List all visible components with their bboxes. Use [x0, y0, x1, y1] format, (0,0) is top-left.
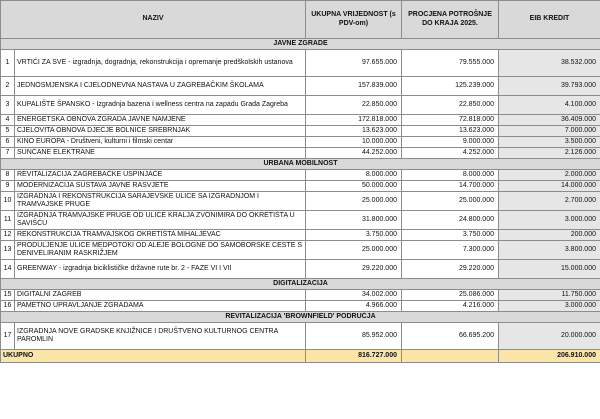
table-row: [1, 115, 600, 126]
row-total: 44.252.000: [306, 148, 402, 159]
row-spend: 4.216.000: [402, 301, 499, 312]
row-name: VRTIĆI ZA SVE - izgradnja, dogradnja, rekonstrukcija i opremanje predškolskih ustanova: [15, 50, 306, 77]
row-spend: 3.750.000: [402, 230, 499, 241]
row-spend: 9.000.000: [402, 137, 499, 148]
section-header: [1, 39, 600, 50]
row-eib: 200.000: [499, 230, 600, 241]
row-eib: 11.750.000: [499, 290, 600, 301]
row-spend: 22.850.000: [402, 96, 499, 115]
table-row: [1, 96, 600, 115]
row-total: 4.966.000: [306, 301, 402, 312]
row-eib: 2.000.000: [499, 170, 600, 181]
total-spend: [402, 350, 499, 363]
row-name: IZGRADNJA TRAMVAJSKE PRUGE OD ULICE KRALJA ZVONIMIRA DO OKRETIŠTA U SAVIŠĆU: [15, 211, 306, 230]
table-row: [1, 50, 600, 77]
row-eib: 38.532.000: [499, 50, 600, 77]
row-eib: 3.000.000: [499, 211, 600, 230]
row-total: 34.002.000: [306, 290, 402, 301]
row-name: ENERGETSKA OBNOVA ZGRADA JAVNE NAMJENE: [15, 115, 306, 126]
row-name: REKONSTRUKCIJA TRAMVAJSKOG OKRETIŠTA MIHALJEVAC: [15, 230, 306, 241]
row-total: 172.818.000: [306, 115, 402, 126]
section-title: REVITALIZACIJA 'BROWNFIELD' PODRUČJA: [1, 312, 600, 323]
row-eib: 36.409.000: [499, 115, 600, 126]
total-eib: 206.910.000: [499, 350, 600, 363]
table-row: [1, 260, 600, 279]
row-spend: 25.000.000: [402, 192, 499, 211]
row-number: 13: [1, 241, 15, 260]
row-name: KUPALIŠTE ŠPANSKO - Izgradnja bazena i wellness centra na zapadu Grada Zagreba: [15, 96, 306, 115]
table-body: [1, 39, 600, 363]
row-total: 31.800.000: [306, 211, 402, 230]
row-spend: 24.800.000: [402, 211, 499, 230]
table-row: [1, 126, 600, 137]
total-row: [1, 350, 600, 363]
header-name: NAZIV: [1, 1, 306, 39]
row-total: 8.000.000: [306, 170, 402, 181]
row-name: KINO EUROPA - Društveni, kulturni i filmski centar: [15, 137, 306, 148]
row-number: 8: [1, 170, 15, 181]
row-spend: 4.252.000: [402, 148, 499, 159]
row-name: DIGITALNI ZAGREB: [15, 290, 306, 301]
row-total: 25.000.000: [306, 192, 402, 211]
row-number: 12: [1, 230, 15, 241]
row-spend: 125.239.000: [402, 77, 499, 96]
row-total: 29.220.000: [306, 260, 402, 279]
row-spend: 7.300.000: [402, 241, 499, 260]
row-total: 22.850.000: [306, 96, 402, 115]
row-number: 11: [1, 211, 15, 230]
table-row: [1, 241, 600, 260]
row-name: REVITALIZACIJA ZAGREBAČKE USPINJAČE: [15, 170, 306, 181]
row-name: JEDNOSMJENSKA I CJELODNEVNA NASTAVA U ZAGREBAČKIM ŠKOLAMA: [15, 77, 306, 96]
row-number: 10: [1, 192, 15, 211]
table-row: [1, 137, 600, 148]
row-number: 6: [1, 137, 15, 148]
row-number: 3: [1, 96, 15, 115]
row-eib: 3.500.000: [499, 137, 600, 148]
table-row: [1, 181, 600, 192]
row-spend: 14.700.000: [402, 181, 499, 192]
section-title: DIGITALIZACIJA: [1, 279, 600, 290]
table-row: [1, 170, 600, 181]
row-eib: 3.000.000: [499, 301, 600, 312]
row-eib: 2.126.000: [499, 148, 600, 159]
table-row: [1, 290, 600, 301]
row-number: 17: [1, 323, 15, 350]
row-total: 97.655.000: [306, 50, 402, 77]
row-number: 16: [1, 301, 15, 312]
row-name: PAMETNO UPRAVLJANJE ZGRADAMA: [15, 301, 306, 312]
total-label: UKUPNO: [1, 350, 306, 363]
row-name: SUNČANE ELEKTRANE: [15, 148, 306, 159]
header-row: [1, 1, 600, 39]
header-spend: PROCJENA POTROŠNJE DO KRAJA 2025.: [402, 1, 499, 39]
row-name: MODERNIZACIJA SUSTAVA JAVNE RASVJETE: [15, 181, 306, 192]
row-total: 25.000.000: [306, 241, 402, 260]
row-eib: 14.000.000: [499, 181, 600, 192]
row-spend: 13.623.000: [402, 126, 499, 137]
row-spend: 25.086.000: [402, 290, 499, 301]
row-spend: 8.000.000: [402, 170, 499, 181]
row-spend: 72.818.000: [402, 115, 499, 126]
row-number: 15: [1, 290, 15, 301]
row-name: CJELOVITA OBNOVA DJEČJE BOLNICE SREBRNJAK: [15, 126, 306, 137]
row-name: IZGRADNJA I REKONSTRUKCIJA SARAJEVSKE ULICE SA IZGRADNJOM I TRAMVAJSKE PRUGE: [15, 192, 306, 211]
table-row: [1, 192, 600, 211]
row-number: 5: [1, 126, 15, 137]
row-number: 4: [1, 115, 15, 126]
row-number: 14: [1, 260, 15, 279]
row-eib: 2.700.000: [499, 192, 600, 211]
row-eib: 7.000.000: [499, 126, 600, 137]
row-total: 50.000.000: [306, 181, 402, 192]
row-eib: 3.800.000: [499, 241, 600, 260]
section-header: [1, 159, 600, 170]
row-total: 157.839.000: [306, 77, 402, 96]
row-eib: 39.793.000: [499, 77, 600, 96]
row-name: IZGRADNJA NOVE GRADSKE KNJIŽNICE I DRUŠTVENO KULTURNOG CENTRA PAROMLIN: [15, 323, 306, 350]
table-row: [1, 230, 600, 241]
section-title: URBANA MOBILNOST: [1, 159, 600, 170]
row-number: 9: [1, 181, 15, 192]
row-name: PRODULJENJE ULICE MEDPOTOKI OD ALEJE BOLOGNE DO SAMOBORSKE CESTE S DENIVELIRANIM RASKRIŽJEM: [15, 241, 306, 260]
row-total: 10.000.000: [306, 137, 402, 148]
row-number: 7: [1, 148, 15, 159]
table-row: [1, 211, 600, 230]
row-eib: 4.100.000: [499, 96, 600, 115]
row-number: 1: [1, 50, 15, 77]
row-spend: 66.695.200: [402, 323, 499, 350]
section-title: JAVNE ZGRADE: [1, 39, 600, 50]
row-spend: 79.555.000: [402, 50, 499, 77]
table-row: [1, 77, 600, 96]
header-eib: EIB KREDIT: [499, 1, 600, 39]
table-row: [1, 323, 600, 350]
table-row: [1, 148, 600, 159]
row-eib: 20.000.000: [499, 323, 600, 350]
row-number: 2: [1, 77, 15, 96]
row-name: GREENWAY - izgradnja biciklističke državne rute br. 2 - FAZE VI I VII: [15, 260, 306, 279]
row-total: 13.623.000: [306, 126, 402, 137]
row-eib: 15.000.000: [499, 260, 600, 279]
header-total: UKUPNA VRIJEDNOST (s PDV-om): [306, 1, 402, 39]
total-value: 816.727.000: [306, 350, 402, 363]
section-header: [1, 279, 600, 290]
section-header: [1, 312, 600, 323]
table-row: [1, 301, 600, 312]
row-total: 3.750.000: [306, 230, 402, 241]
row-total: 85.952.000: [306, 323, 402, 350]
row-spend: 29.220.000: [402, 260, 499, 279]
